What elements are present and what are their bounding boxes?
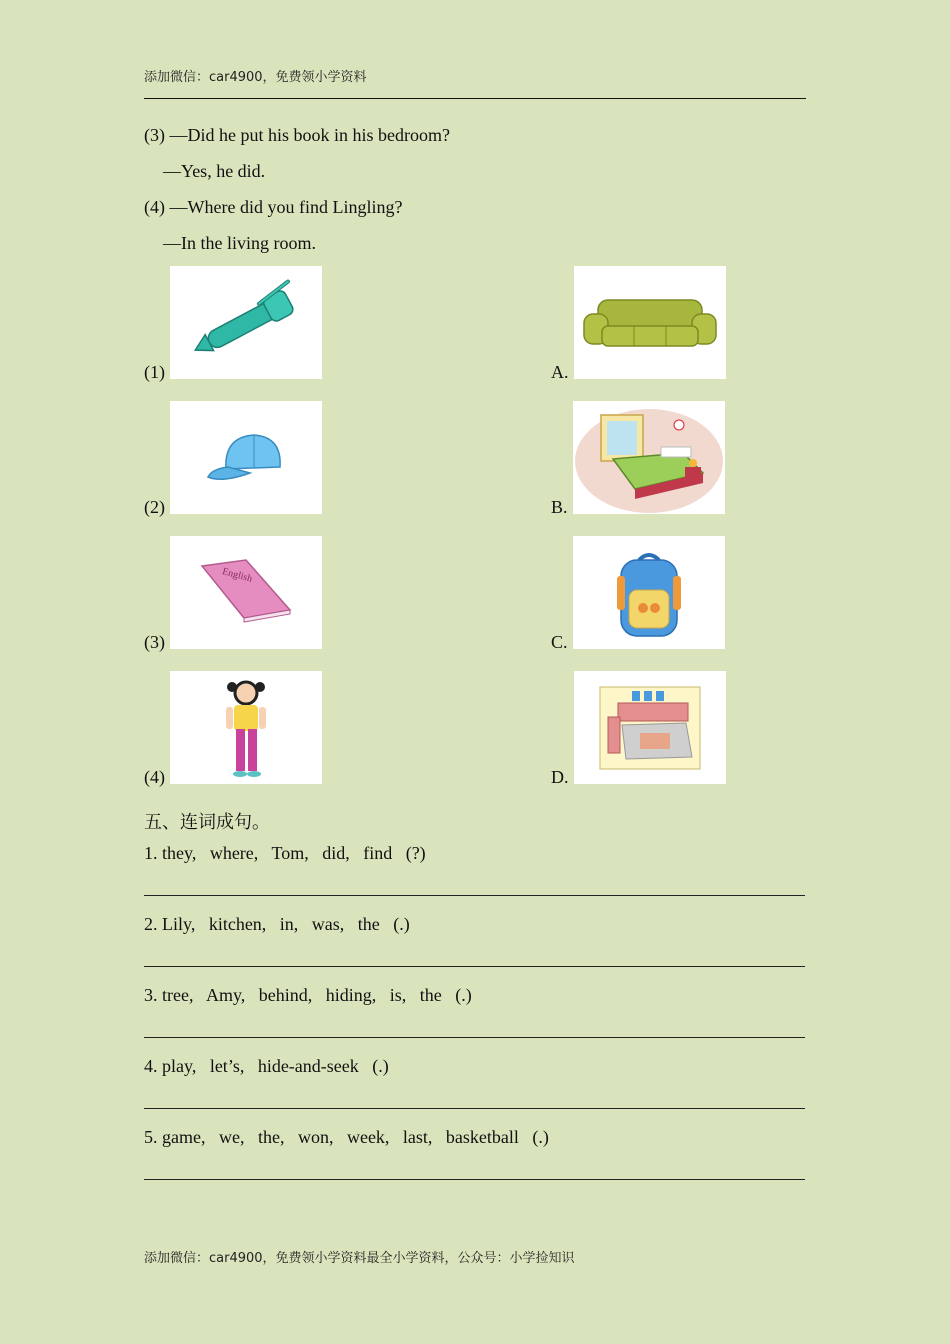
- match-label-4: (4): [144, 767, 165, 787]
- bedroom-icon: [573, 401, 725, 514]
- schoolbag-picture: [573, 536, 725, 649]
- book-title-text: English: [220, 566, 254, 585]
- dialogue-4-question: (4) —Where did you find Lingling?: [144, 197, 403, 217]
- sentence-5-words: 5. game, we, the, won, week, last, basketball (.): [144, 1127, 549, 1147]
- cap-icon: [170, 401, 322, 514]
- book-icon: [170, 536, 322, 649]
- match-label-b: B.: [551, 497, 568, 517]
- match-label-a: A.: [551, 362, 569, 382]
- answer-line-5[interactable]: [144, 1179, 805, 1180]
- sentence-4-words: 4. play, let’s, hide-and-seek (.): [144, 1056, 389, 1076]
- match-label-c: C.: [551, 632, 568, 652]
- header-divider: [144, 98, 806, 99]
- girl-picture: [170, 671, 322, 784]
- pen-picture: [170, 266, 322, 379]
- livingroom-picture: [574, 671, 726, 784]
- sofa-picture: [574, 266, 726, 379]
- schoolbag-icon: [573, 536, 725, 649]
- match-label-d: D.: [551, 767, 569, 787]
- match-label-3: (3): [144, 632, 165, 652]
- bedroom-picture: [573, 401, 725, 514]
- sentence-3-words: 3. tree, Amy, behind, hiding, is, the (.): [144, 985, 472, 1005]
- header-text: 添加微信：car4900，免费领小学资料: [144, 70, 367, 85]
- section-5-title: 五、连词成句。: [144, 812, 270, 833]
- sofa-icon: [574, 266, 726, 379]
- answer-line-3[interactable]: [144, 1037, 805, 1038]
- girl-icon: [170, 671, 322, 784]
- cap-picture: [170, 401, 322, 514]
- dialogue-3-answer: —Yes, he did.: [163, 161, 266, 181]
- book-picture: [170, 536, 322, 649]
- sentence-1-words: 1. they, where, Tom, did, find (?): [144, 843, 426, 863]
- answer-line-2[interactable]: [144, 966, 805, 967]
- dialogue-4-answer: —In the living room.: [163, 233, 316, 253]
- dialogue-3-question: (3) —Did he put his book in his bedroom?: [144, 125, 450, 145]
- match-label-1: (1): [144, 362, 165, 382]
- pen-icon: [170, 266, 322, 379]
- match-label-2: (2): [144, 497, 165, 517]
- footer-text: 添加微信：car4900，免费领小学资料最全小学资料，公众号：小学捡知识: [144, 1251, 575, 1266]
- livingroom-icon: [574, 671, 726, 784]
- answer-line-4[interactable]: [144, 1108, 805, 1109]
- sentence-2-words: 2. Lily, kitchen, in, was, the (.): [144, 914, 410, 934]
- answer-line-1[interactable]: [144, 895, 805, 896]
